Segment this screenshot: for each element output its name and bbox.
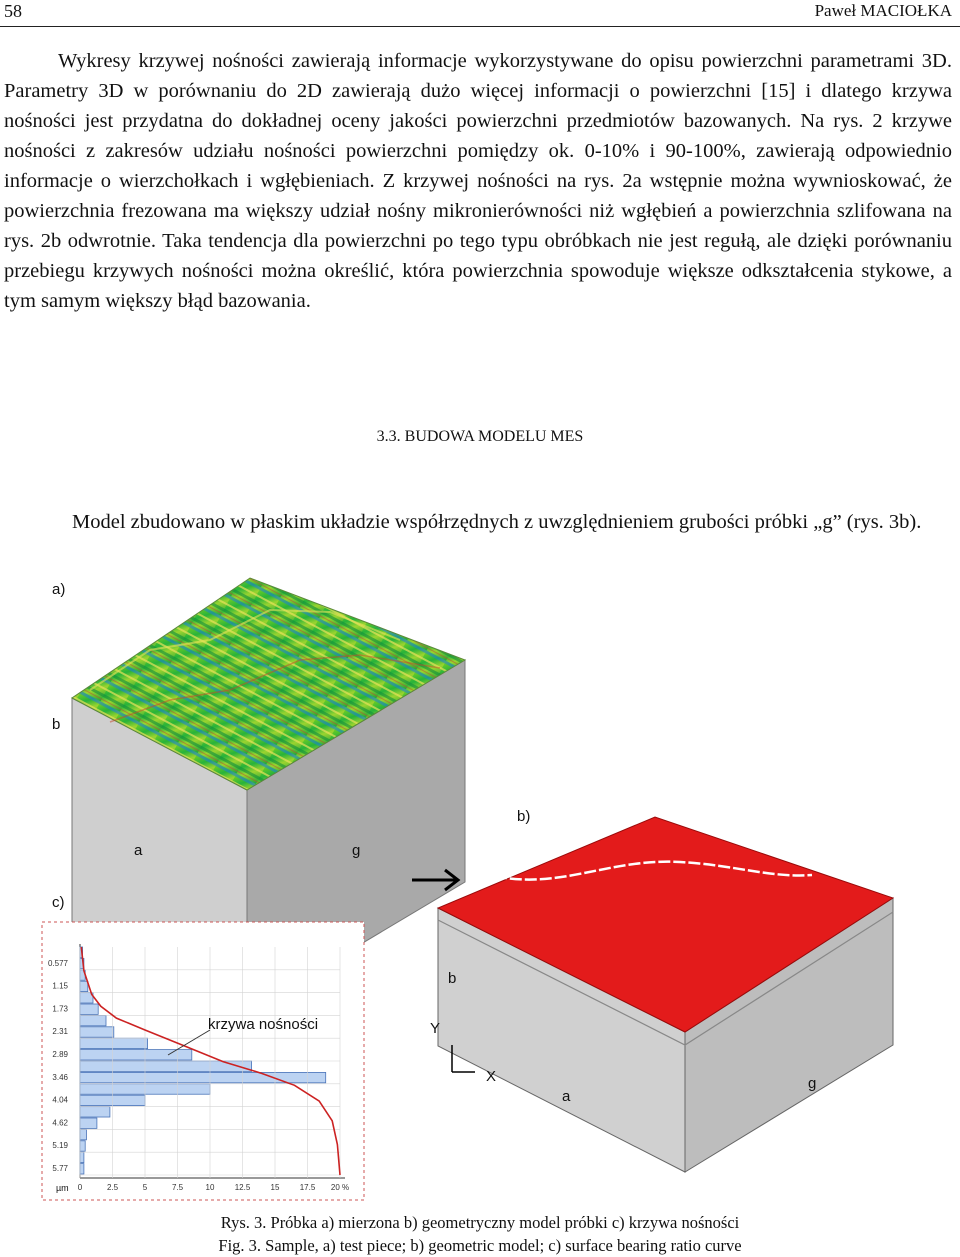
chart-bar — [80, 1164, 84, 1174]
chart-y-tick-label: 5.77 — [52, 1164, 68, 1173]
running-head-author: Paweł MACIOŁKA — [814, 1, 952, 20]
body-paragraph-1: Wykresy krzywej nośności zawierają informacje wykorzystywane do opisu powierzchni parametrami 3D. Parametry 3D w porównaniu do 2D zawierają dużo więcej informacji o powierzchni [15] i dlatego krzywa nośności jest przydatna do dokładnej oceny jakości powierzchni przedmiotów bazowanych. Na rys. 2 krzywe nośności z zakresów udziału nośności powierzchni pomiędzy ok. 0-10% i 90-100%, zawierają odpowiednio informacje o wierzchołkach i wgłębieniach. Z krzywej nośności na rys. 2a wstępnie można wywnioskować, że powierzchnia frezowana ma większy udział nośny mikronierówności niż wgłębień a powierzchnia szlifowana na rys. 2b odwrotnie. Taka tendencja dla powierzchni po tego typu obróbkach nie jest regułą, ale dzięki porównaniu przebiegu krzywych nośności można określić, która powierzchnia spowoduje większe odkształcenia stykowe, a tym samym większy błąd bazowania. — [4, 50, 952, 312]
chart-y-tick-label: 5.19 — [52, 1141, 68, 1151]
chart-x-tick-label: 17.5 — [299, 1183, 316, 1192]
chart-y-tick-label: 2.31 — [52, 1027, 68, 1037]
chart-x-tick-label: 0 — [77, 1183, 83, 1192]
chart-bar — [80, 1118, 97, 1128]
chart-y-tick-label: 0.577 — [47, 958, 68, 968]
chart-y-tick-label: 4.04 — [52, 1095, 68, 1105]
page-number: 58 — [4, 1, 22, 21]
chart-bar — [80, 981, 88, 991]
panel-b-edge-a-label: a — [562, 1088, 571, 1105]
chart-bar — [80, 1072, 326, 1082]
panel-b-tag: b) — [517, 808, 531, 825]
panel-b-axis-y-label: Y — [430, 1020, 441, 1037]
caption-polish: Rys. 3. Próbka a) mierzona b) geometryczny model próbki c) krzywa nośności — [220, 1213, 740, 1232]
chart-x-tick-label: 20 % — [330, 1183, 350, 1192]
chart-bar — [80, 1027, 114, 1037]
chart-y-tick-label: 1.15 — [52, 981, 68, 991]
chart-bar — [80, 1152, 84, 1162]
panel-b-block — [438, 817, 893, 1172]
panel-b-edge-b-label: b — [448, 970, 457, 987]
panel-b-axis-x-label: X — [486, 1068, 497, 1085]
chart-x-tick-label: 10 — [205, 1183, 215, 1192]
chart-x-tick-label: 12.5 — [234, 1183, 251, 1192]
panel-a-edge-a-label: a — [134, 842, 143, 859]
chart-x-tick-label: 15 — [270, 1183, 280, 1192]
chart-bar — [80, 1107, 110, 1117]
chart-bar — [80, 1038, 148, 1048]
panel-a-edge-g-label: g — [352, 842, 361, 859]
chart-y-tick-label: 3.46 — [52, 1072, 68, 1082]
bearing-curve-label: krzywa nośności — [208, 1016, 319, 1033]
caption-english: Fig. 3. Sample, a) test piece; b) geometric model; c) surface bearing ratio curve — [218, 1236, 742, 1255]
chart-bar — [80, 1129, 87, 1139]
panel-b-edge-g-label: g — [808, 1075, 817, 1092]
chart-x-tick-label: 7.5 — [171, 1183, 184, 1192]
chart-x-tick-label: 5 — [142, 1183, 148, 1192]
chart-y-tick-label: 4.62 — [52, 1118, 68, 1128]
chart-bar — [80, 1004, 98, 1014]
panel-a-edge-b-label: b — [52, 716, 61, 733]
section-heading: 3.3. BUDOWA MODELU MES — [376, 428, 584, 445]
panel-c-tag: c) — [52, 894, 65, 911]
body-paragraph-2: Model zbudowano w płaskim układzie współrzędnych z uwzględnieniem grubości próbki „g” (rys. 3b). — [72, 511, 922, 533]
chart-y-tick-label: 2.89 — [52, 1050, 68, 1059]
chart-y-unit: µm — [56, 1183, 69, 1193]
chart-y-tick-label: 1.73 — [52, 1004, 68, 1014]
chart-bar — [80, 1141, 85, 1151]
chart-bar — [80, 1015, 106, 1025]
chart-x-tick-label: 2.5 — [106, 1183, 119, 1192]
panel-a-tag: a) — [52, 581, 66, 598]
